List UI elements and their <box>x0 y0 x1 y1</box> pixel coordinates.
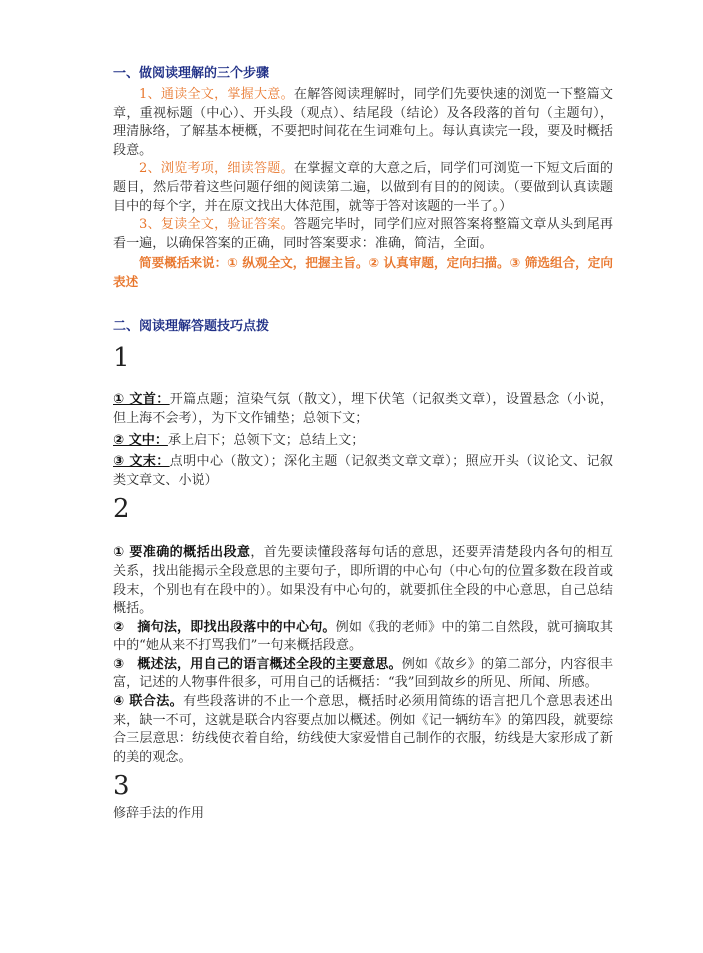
part1-item <box>113 453 613 490</box>
step-1-label: 1、通读全文，掌握大意。 <box>139 87 294 102</box>
step-3-text: 答题完毕时，同学们应对照答案将整篇文章从头到尾再看一遍，以确保答案的正确，同时答案要求：准确，简洁，全面。 <box>113 217 613 251</box>
part2-items <box>113 544 613 767</box>
step-2-text: 在掌握文章的大意之后，同学们可浏览一下短文后面的题目，然后带着这些问题仔细的阅读第二遍，以做到有目的的阅读。（要做到认真读题目中的每个字，并在原文找出大体范围，就等于答对该题的一半了。） <box>113 161 613 214</box>
step-1 <box>113 86 613 160</box>
part2-item <box>113 619 613 656</box>
part2-item-text: 有些段落讲的不止一个意思，概括时必须用简练的语言把几个意思表述出来，缺一不可，这就是联合内容要点加以概述。例如《记一辆纺车》的第四段，就要综合三层意思：纺线使衣着自给，纺线使大家爱惜自己制作的衣服，纺线是大家形成了新的美的观念。 <box>113 694 613 765</box>
step-3-label: 3、复读全文，验证答案。 <box>139 217 294 233</box>
part1-item-label: ② 文中： <box>113 432 168 448</box>
step-2-label: 2、浏览考项，细读答题。 <box>139 161 294 177</box>
part2-item-label: ② 摘句法，即找出段落中的中心句。 <box>113 619 336 635</box>
summary-line: 简要概括来说：① 纵观全文，把握主旨。② 认真审题，定向扫描。③ 筛选组合，定向表述 <box>113 255 613 290</box>
part1-item <box>113 391 613 428</box>
step-2 <box>113 160 613 216</box>
part2-item-text: ，首先要读懂段落每句话的意思，还要弄清楚段内各句的相互关系，找出能揭示全段意思的主要句子，即所谓的中心句（中心句的位置多数在段首或段末，个别也有在段中的）。如果没有中心句的，就要抓住全段的中心意思，自己总结概括。 <box>113 545 613 617</box>
part1-items <box>113 391 613 490</box>
part2-item-label: ③ 概述法，用自己的语言概述全段的主要意思。 <box>113 656 402 672</box>
document-page <box>113 64 613 823</box>
part1-item-text: 点明中心（散文）；深化主题（记叙类文章文章）；照应开头（议论文、记叙类文章文、小说） <box>113 454 613 488</box>
part1-item-label: ③ 文末： <box>113 454 170 470</box>
section1-title: 一、做阅读理解的三个步骤 <box>113 66 270 81</box>
part1-item-text: 开篇点题；渲染气氛（散文），埋下伏笔（记叙类文章），设置悬念（小说，但上海不会考），为下文作铺垫；总领下文； <box>113 392 613 426</box>
part1-number: 1 <box>113 343 130 374</box>
part1-item-text: 承上启下；总领下文；总结上文； <box>167 432 365 448</box>
part2-item-text: 例如《故乡》的第二部分，内容很丰富，记述的人物事件很多，可用自己的话概括：“我”回到故乡的所见、所闻、所感。 <box>113 656 614 691</box>
step-3 <box>113 216 613 253</box>
part2-item <box>113 544 613 618</box>
part1-item-label: ① 文首： <box>113 392 170 408</box>
part3-title: 修辞手法的作用 <box>113 806 205 822</box>
part1-item <box>113 432 613 451</box>
part2-item-text: 例如《我的老师》中的第二自然段，就可摘取其中的“她从来不打骂我们”一句来概括段意。 <box>113 619 613 654</box>
part3-number: 3 <box>113 771 130 802</box>
part2-item-label: ④ 联合法。 <box>113 694 184 710</box>
step-1-text: 在解答阅读理解时，同学们先要快速的浏览一下整篇文章，重视标题（中心）、开头段（观点）、结尾段（结论）及各段落的首句（主题句），理清脉络，了解基本梗概，不要把时间花在生词难句上。每认真读完一段，要及时概括段意。 <box>113 87 613 158</box>
part2-item <box>113 656 613 693</box>
part2-item <box>113 693 613 767</box>
part2-item-label: ① 要准确的概括出段意 <box>113 545 251 561</box>
section2-title: 二、阅读理解答题技巧点拨 <box>113 319 270 335</box>
part2-number: 2 <box>113 494 130 525</box>
